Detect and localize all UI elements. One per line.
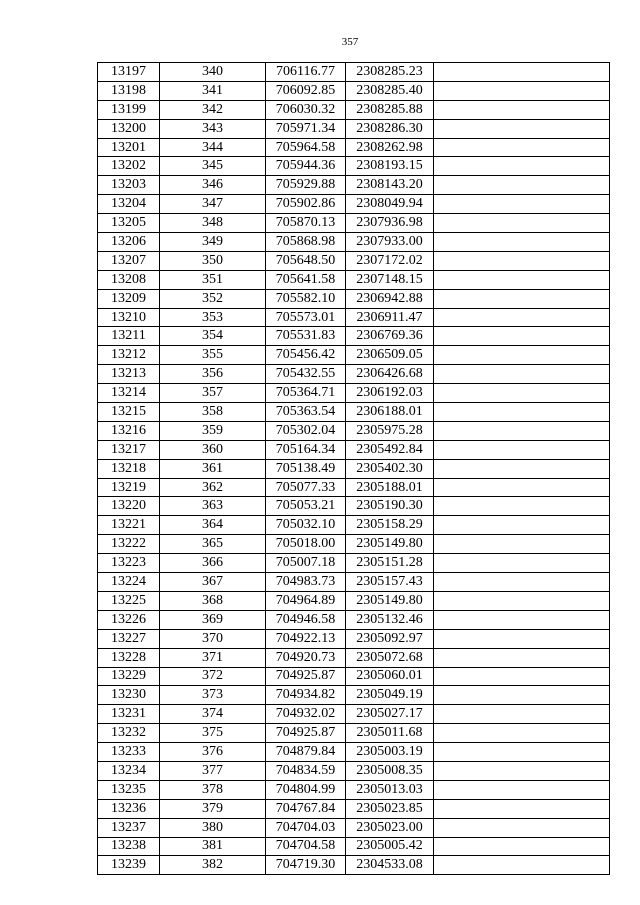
table-cell: 705582.10	[266, 289, 346, 308]
table-cell: 352	[160, 289, 266, 308]
table-cell: 2305060.01	[346, 667, 434, 686]
table-cell: 381	[160, 837, 266, 856]
table-cell: 705364.71	[266, 384, 346, 403]
table-cell: 705363.54	[266, 403, 346, 422]
table-cell: 2304533.08	[346, 856, 434, 875]
table-cell: 13200	[98, 119, 160, 138]
table-row	[98, 81, 610, 100]
table-cell: 13206	[98, 233, 160, 252]
table-cell: 376	[160, 743, 266, 762]
table-cell: 2308262.98	[346, 138, 434, 157]
table-cell	[434, 780, 610, 799]
table-cell: 2305092.97	[346, 629, 434, 648]
table-cell: 346	[160, 176, 266, 195]
table-cell	[434, 743, 610, 762]
table-cell: 704922.13	[266, 629, 346, 648]
table-cell: 705531.83	[266, 327, 346, 346]
table-cell	[434, 157, 610, 176]
table-cell: 13211	[98, 327, 160, 346]
table-cell: 2305975.28	[346, 421, 434, 440]
table-row	[98, 214, 610, 233]
table-cell: 13204	[98, 195, 160, 214]
table-cell: 704704.03	[266, 818, 346, 837]
table-row	[98, 384, 610, 403]
table-cell	[434, 837, 610, 856]
table-cell: 705007.18	[266, 554, 346, 573]
table-cell: 375	[160, 724, 266, 743]
table-cell: 13215	[98, 403, 160, 422]
table-cell: 344	[160, 138, 266, 157]
table-row	[98, 289, 610, 308]
table-cell: 13205	[98, 214, 160, 233]
table-cell: 350	[160, 251, 266, 270]
table-cell: 370	[160, 629, 266, 648]
table-cell	[434, 573, 610, 592]
table-cell: 369	[160, 610, 266, 629]
table-cell: 2305049.19	[346, 686, 434, 705]
table-row	[98, 346, 610, 365]
table-cell	[434, 119, 610, 138]
table-cell	[434, 535, 610, 554]
table-row	[98, 856, 610, 875]
table-cell	[434, 403, 610, 422]
table-cell: 704925.87	[266, 667, 346, 686]
table-cell: 361	[160, 459, 266, 478]
table-row	[98, 157, 610, 176]
table-cell: 705432.55	[266, 365, 346, 384]
table-cell: 13201	[98, 138, 160, 157]
table-cell: 705053.21	[266, 497, 346, 516]
table-cell: 347	[160, 195, 266, 214]
table-row	[98, 535, 610, 554]
table-row	[98, 138, 610, 157]
table-cell: 13238	[98, 837, 160, 856]
table-cell: 705944.36	[266, 157, 346, 176]
table-cell: 705164.34	[266, 440, 346, 459]
table-cell: 706030.32	[266, 100, 346, 119]
table-cell: 2308143.20	[346, 176, 434, 195]
table-cell	[434, 63, 610, 82]
table-row	[98, 233, 610, 252]
table-cell: 2305005.42	[346, 837, 434, 856]
table-row	[98, 440, 610, 459]
table-cell: 349	[160, 233, 266, 252]
table-cell: 13229	[98, 667, 160, 686]
table-cell: 704920.73	[266, 648, 346, 667]
table-cell: 2307148.15	[346, 270, 434, 289]
table-cell: 13233	[98, 743, 160, 762]
table-cell: 705641.58	[266, 270, 346, 289]
table-cell: 345	[160, 157, 266, 176]
table-cell: 2306769.36	[346, 327, 434, 346]
table-cell	[434, 629, 610, 648]
table-cell: 2305132.46	[346, 610, 434, 629]
table-cell: 367	[160, 573, 266, 592]
table-cell: 704879.84	[266, 743, 346, 762]
table-cell	[434, 705, 610, 724]
table-row	[98, 478, 610, 497]
table-cell: 13212	[98, 346, 160, 365]
table-cell: 2305188.01	[346, 478, 434, 497]
table-cell	[434, 818, 610, 837]
table-cell: 342	[160, 100, 266, 119]
table-cell: 704804.99	[266, 780, 346, 799]
table-cell: 704925.87	[266, 724, 346, 743]
table-row	[98, 516, 610, 535]
table-cell	[434, 516, 610, 535]
table-row	[98, 497, 610, 516]
table-cell: 343	[160, 119, 266, 138]
table-cell: 705870.13	[266, 214, 346, 233]
table-cell	[434, 497, 610, 516]
table-cell: 2306942.88	[346, 289, 434, 308]
table-cell: 2305023.00	[346, 818, 434, 837]
table-cell: 2306911.47	[346, 308, 434, 327]
table-cell: 355	[160, 346, 266, 365]
table-row	[98, 724, 610, 743]
table-cell: 13218	[98, 459, 160, 478]
table-cell: 705032.10	[266, 516, 346, 535]
table-cell: 362	[160, 478, 266, 497]
table-cell: 13227	[98, 629, 160, 648]
table-cell	[434, 724, 610, 743]
table-cell: 13221	[98, 516, 160, 535]
table-cell: 2306426.68	[346, 365, 434, 384]
table-row	[98, 837, 610, 856]
table-cell: 13223	[98, 554, 160, 573]
table-cell: 13203	[98, 176, 160, 195]
table-cell: 13198	[98, 81, 160, 100]
table-cell	[434, 667, 610, 686]
table-cell: 13224	[98, 573, 160, 592]
table-cell: 2308285.40	[346, 81, 434, 100]
table-cell: 704704.58	[266, 837, 346, 856]
table-cell	[434, 346, 610, 365]
table-cell: 704932.02	[266, 705, 346, 724]
table-cell: 2305149.80	[346, 591, 434, 610]
table-cell: 2305003.19	[346, 743, 434, 762]
coordinates-table	[97, 62, 610, 875]
table-row	[98, 686, 610, 705]
table-row	[98, 403, 610, 422]
table-cell: 2305158.29	[346, 516, 434, 535]
table-cell: 704964.89	[266, 591, 346, 610]
table-cell: 705868.98	[266, 233, 346, 252]
table-cell: 705138.49	[266, 459, 346, 478]
table-cell	[434, 365, 610, 384]
table-row	[98, 554, 610, 573]
table-cell: 706116.77	[266, 63, 346, 82]
table-cell: 2308285.88	[346, 100, 434, 119]
table-cell	[434, 686, 610, 705]
table-cell	[434, 554, 610, 573]
table-cell: 378	[160, 780, 266, 799]
table-cell	[434, 761, 610, 780]
table-cell: 2305149.80	[346, 535, 434, 554]
table-cell: 2305008.35	[346, 761, 434, 780]
table-row	[98, 459, 610, 478]
table-cell: 13220	[98, 497, 160, 516]
table-cell: 2307172.02	[346, 251, 434, 270]
table-cell: 366	[160, 554, 266, 573]
table-row	[98, 610, 610, 629]
table-row	[98, 195, 610, 214]
table-row	[98, 63, 610, 82]
table-cell: 13210	[98, 308, 160, 327]
table-cell	[434, 384, 610, 403]
table-row	[98, 270, 610, 289]
table-cell: 13219	[98, 478, 160, 497]
table-cell: 705929.88	[266, 176, 346, 195]
table-cell: 704946.58	[266, 610, 346, 629]
table-cell	[434, 308, 610, 327]
table-cell: 13239	[98, 856, 160, 875]
table-cell: 2307936.98	[346, 214, 434, 233]
table-cell: 2305157.43	[346, 573, 434, 592]
table-cell: 13208	[98, 270, 160, 289]
table-cell: 2307933.00	[346, 233, 434, 252]
table-cell: 705964.58	[266, 138, 346, 157]
table-cell: 363	[160, 497, 266, 516]
table-cell: 348	[160, 214, 266, 233]
table-row	[98, 648, 610, 667]
table-cell: 358	[160, 403, 266, 422]
table-cell: 13222	[98, 535, 160, 554]
table-cell	[434, 289, 610, 308]
table-cell: 13214	[98, 384, 160, 403]
table-cell: 2308285.23	[346, 63, 434, 82]
table-cell: 2305013.03	[346, 780, 434, 799]
table-cell	[434, 591, 610, 610]
table-cell: 13216	[98, 421, 160, 440]
table-cell	[434, 270, 610, 289]
table-cell	[434, 799, 610, 818]
table-cell: 360	[160, 440, 266, 459]
table-cell: 2306509.05	[346, 346, 434, 365]
table-row	[98, 421, 610, 440]
table-cell: 357	[160, 384, 266, 403]
table-cell: 13213	[98, 365, 160, 384]
table-cell	[434, 251, 610, 270]
table-cell	[434, 440, 610, 459]
table-cell: 13226	[98, 610, 160, 629]
table-cell: 2305072.68	[346, 648, 434, 667]
table-row	[98, 799, 610, 818]
table-cell: 13234	[98, 761, 160, 780]
table-row	[98, 327, 610, 346]
table-row	[98, 176, 610, 195]
table-row	[98, 119, 610, 138]
table-cell: 13231	[98, 705, 160, 724]
table-cell: 13209	[98, 289, 160, 308]
table-row	[98, 100, 610, 119]
table-cell: 13237	[98, 818, 160, 837]
table-cell: 2306192.03	[346, 384, 434, 403]
table-cell: 353	[160, 308, 266, 327]
table-cell: 704983.73	[266, 573, 346, 592]
table-row	[98, 818, 610, 837]
table-cell: 365	[160, 535, 266, 554]
table-cell: 2306188.01	[346, 403, 434, 422]
table-cell: 2305011.68	[346, 724, 434, 743]
table-row	[98, 743, 610, 762]
table-row	[98, 308, 610, 327]
table-cell: 13199	[98, 100, 160, 119]
table-cell: 351	[160, 270, 266, 289]
table-cell: 13197	[98, 63, 160, 82]
table-cell: 2305023.85	[346, 799, 434, 818]
table-cell: 13202	[98, 157, 160, 176]
table-cell	[434, 327, 610, 346]
table-cell: 704719.30	[266, 856, 346, 875]
table-cell	[434, 610, 610, 629]
table-cell	[434, 421, 610, 440]
table-cell: 377	[160, 761, 266, 780]
table-row	[98, 667, 610, 686]
table-row	[98, 573, 610, 592]
table-cell: 704834.59	[266, 761, 346, 780]
table-cell: 704767.84	[266, 799, 346, 818]
table-cell: 359	[160, 421, 266, 440]
table-cell	[434, 478, 610, 497]
coordinates-table-body	[98, 63, 610, 875]
table-cell	[434, 459, 610, 478]
table-cell: 13235	[98, 780, 160, 799]
table-cell: 705971.34	[266, 119, 346, 138]
table-cell: 372	[160, 667, 266, 686]
table-cell: 2305492.84	[346, 440, 434, 459]
table-cell	[434, 81, 610, 100]
table-cell: 705018.00	[266, 535, 346, 554]
table-cell: 13225	[98, 591, 160, 610]
table-cell: 2308049.94	[346, 195, 434, 214]
table-cell	[434, 214, 610, 233]
table-cell: 374	[160, 705, 266, 724]
table-cell: 364	[160, 516, 266, 535]
table-cell: 356	[160, 365, 266, 384]
table-cell: 2308286.30	[346, 119, 434, 138]
table-cell: 13217	[98, 440, 160, 459]
table-cell: 13236	[98, 799, 160, 818]
table-cell: 2305151.28	[346, 554, 434, 573]
table-cell: 705302.04	[266, 421, 346, 440]
table-cell: 2308193.15	[346, 157, 434, 176]
table-row	[98, 251, 610, 270]
table-cell: 2305190.30	[346, 497, 434, 516]
table-cell	[434, 233, 610, 252]
table-row	[98, 705, 610, 724]
table-cell: 373	[160, 686, 266, 705]
page-number: 357	[341, 36, 359, 48]
table-row	[98, 780, 610, 799]
table-cell: 704934.82	[266, 686, 346, 705]
table-cell: 706092.85	[266, 81, 346, 100]
table-cell: 354	[160, 327, 266, 346]
table-cell: 2305402.30	[346, 459, 434, 478]
table-cell: 705077.33	[266, 478, 346, 497]
table-cell: 705648.50	[266, 251, 346, 270]
table-cell: 380	[160, 818, 266, 837]
table-cell: 379	[160, 799, 266, 818]
table-cell: 13228	[98, 648, 160, 667]
table-cell: 382	[160, 856, 266, 875]
table-row	[98, 591, 610, 610]
table-cell	[434, 648, 610, 667]
table-cell: 368	[160, 591, 266, 610]
table-cell	[434, 856, 610, 875]
table-cell	[434, 138, 610, 157]
table-row	[98, 629, 610, 648]
table-cell: 13230	[98, 686, 160, 705]
table-cell: 705456.42	[266, 346, 346, 365]
table-cell: 705902.86	[266, 195, 346, 214]
table-cell: 371	[160, 648, 266, 667]
table-cell: 2305027.17	[346, 705, 434, 724]
table-row	[98, 365, 610, 384]
table-cell: 340	[160, 63, 266, 82]
table-row	[98, 761, 610, 780]
table-cell: 13232	[98, 724, 160, 743]
table-cell: 13207	[98, 251, 160, 270]
table-cell: 341	[160, 81, 266, 100]
table-cell	[434, 195, 610, 214]
table-cell	[434, 100, 610, 119]
table-cell: 705573.01	[266, 308, 346, 327]
table-cell	[434, 176, 610, 195]
